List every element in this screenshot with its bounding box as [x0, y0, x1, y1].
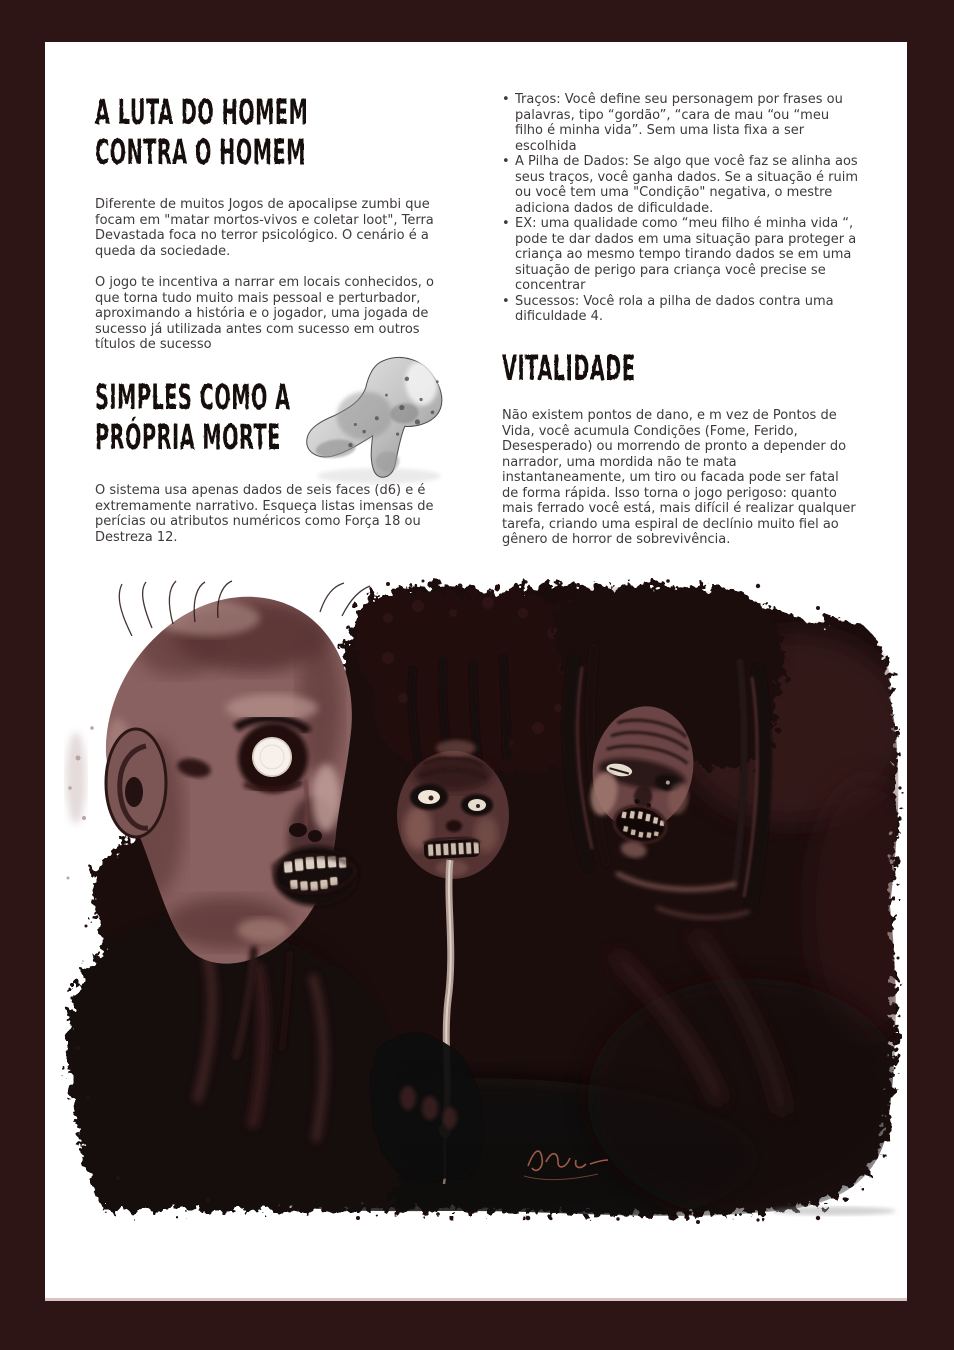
bullet-tracos: • Traços: Você define seu personagem por frases ou palavras, tipo “gordão”, “cara de mau “ou “meu filho é minha vida”. Sem uma lista fixa a ser escolhida: [502, 92, 858, 154]
heading-line: VITALIDADE: [502, 349, 636, 389]
heading-line: PRÓPRIA MORTE: [95, 418, 281, 458]
heading-simples-como-a-morte: [95, 378, 291, 458]
left-zombie-mouth: [274, 846, 358, 906]
left-zombie-ear: [106, 729, 166, 837]
paragraph-sistema: O sistema usa apenas dados de seis faces (d6) e é extremamente narrativo. Esqueça listas imensas de perícias ou atributos numéricos como Força 18 ou Destreza 12.: [95, 483, 434, 545]
zombies-illustration: [58, 578, 906, 1224]
document-page: [45, 42, 907, 1298]
middle-zombie-nose: [446, 820, 462, 832]
heading-line: A LUTA DO HOMEM: [95, 93, 309, 133]
gray-smudge: [772, 1207, 896, 1216]
heading-vitalidade: [502, 349, 636, 389]
paragraph-locais: O jogo te incentiva a narrar em locais conhecidos, o que torna tudo muito mais pessoal e perturbador, aproximando a história e o jogador, uma jogada de sucesso já utilizada antes com sucesso em outros títulos de sucesso: [95, 275, 434, 352]
bullet-sucessos: • Sucessos: Você rola a pilha de dados contra uma dificuldade 4.: [502, 294, 858, 325]
tooth-shape: [299, 353, 450, 485]
bullet-pilha-de-dados: • A Pilha de Dados: Se algo que você faz se alinha aos seus traços, você ganha dados. Se a situação é ruim ou você tem uma "Condição" negativa, o mestre adiciona dados de dificuldade.: [502, 154, 858, 216]
bullet-exemplo: • EX: uma qualidade como “meu filho é minha vida “, pode te dar dados em uma situação para proteger a criança ao mesmo tempo tirando dados se em uma situação de perigo para criança você precise se concentrar: [502, 216, 858, 294]
heading-line: SIMPLES COMO A: [95, 378, 291, 418]
tooth-image: [293, 352, 465, 492]
paragraph-intro: Diferente de muitos Jogos de apocalipse zumbi que focam em "matar mortos-vivos e coletar loot", Terra Devastada foca no terror psicológico. O cenário é a queda da sociedade.: [95, 197, 434, 259]
rules-bullet-list: [502, 92, 858, 325]
maroon-spray: [66, 726, 94, 879]
heading-line: CONTRA O HOMEM: [95, 133, 306, 173]
paragraph-vitalidade: Não existem pontos de dano, e m vez de Pontos de Vida, você acumula Condições (Fome, Ferido, Desesperado) ou morrendo de pronto a depender do narrador, uma mordida não te mata instantaneamente, um tiro ou facada pode ser fatal de forma rápida. Isso torna o jogo perigoso: quanto mais ferrado você está, mais difícil é realizar qualquer tarefa, criando uma espiral de declínio muito fiel ao gênero de horror de sobrevivência.: [502, 408, 856, 547]
heading-a-luta-do-homem: [95, 93, 308, 173]
